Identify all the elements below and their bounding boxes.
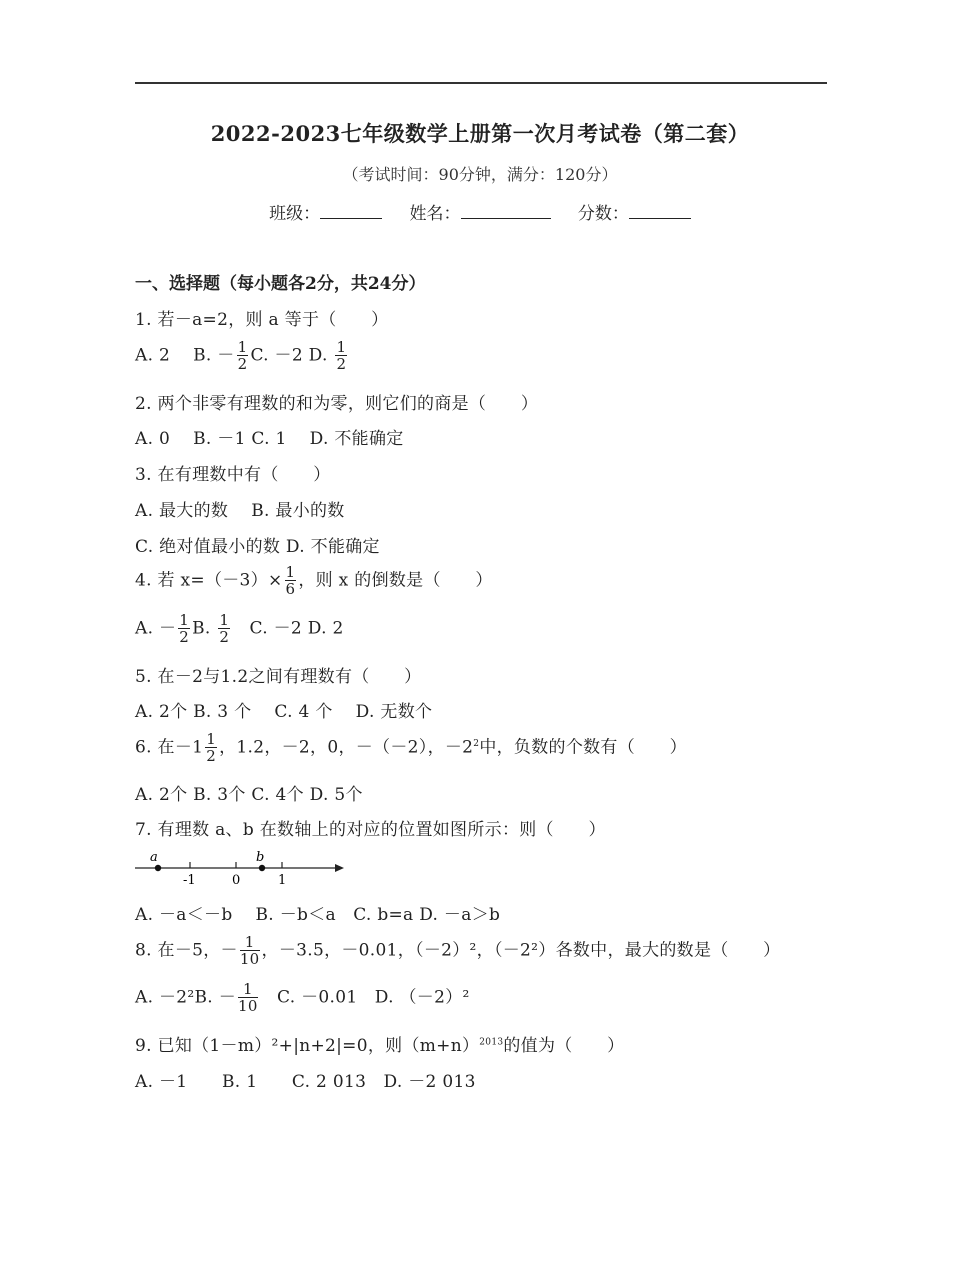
numerator: 1 [285,563,296,581]
fraction [335,340,347,372]
question-6-stem [135,732,687,764]
q8-stem-post: ，－3.5，－0.01，（－2）²，（－2²）各数中，最大的数是（ ） [261,940,781,961]
fraction [238,982,258,1014]
q4-option-b: B. [192,618,211,639]
exponent: 2013 [479,1037,504,1048]
label-b: b [256,850,265,865]
question-8-stem [135,935,780,967]
question-8-options [135,982,470,1014]
exam-title: 2022-2023七年级数学上册第一次月考试卷（第二套） [210,121,750,146]
question-3-options-1: A. 最大的数 B. 最小的数 [135,501,345,521]
class-blank[interactable] [320,202,382,219]
q4-option-c-d: C. －2 D. 2 [249,618,344,639]
denominator: 2 [206,747,217,765]
question-9-options: A. －1 B. 1 C. 2 013 D. －2 013 [135,1072,476,1092]
denominator: 2 [336,355,347,373]
fraction [178,613,190,645]
question-1-options [135,340,349,372]
q1-option-a-b: A. 2 B. － [135,345,235,366]
top-rule [135,82,827,84]
numerator: 1 [179,611,190,629]
denominator: 10 [238,997,258,1015]
question-2-options: A. 0 B. －1 C. 1 D. 不能确定 [135,429,404,449]
q1-option-c-d: C. －2 D. [250,345,328,366]
class-label: 班级： [269,204,321,224]
q4-stem-post: ，则 x 的倒数是（ ） [298,570,493,591]
fraction [205,732,217,764]
question-3-stem: 3. 在有理数中有（ ） [135,465,331,485]
q8-option-a-b: A. －2²B. － [135,987,237,1008]
q6-stem-post: 中，负数的个数有（ ） [479,737,687,758]
question-2-stem: 2. 两个非零有理数的和为零，则它们的商是（ ） [135,394,539,414]
question-7-stem: 7. 有理数 a、b 在数轴上的对应的位置如图所示：则（ ） [135,820,606,840]
number-line-figure [130,848,360,890]
denominator: 2 [219,628,230,646]
section-title: 一、选择题（每小题各2分，共24分） [135,274,426,294]
question-6-options: A. 2个 B. 3个 C. 4个 D. 5个 [135,785,363,805]
numerator: 1 [336,338,347,356]
q6-stem-mid: ，1.2，－2，0，－（－2），－2 [219,737,474,758]
denominator: 6 [285,580,296,598]
numerator: 1 [240,935,260,951]
question-5-stem: 5. 在－2与1.2之间有理数有（ ） [135,667,422,687]
q6-stem-pre: 6. 在－1 [135,737,204,758]
point-b [259,865,265,871]
fraction [285,565,297,597]
q8-option-c-d: C. －0.01 D. （－2）² [277,987,470,1008]
tick-label-one: 1 [278,873,287,888]
q4-option-a: A. － [135,618,177,639]
exponent: 2 [473,738,480,749]
name-label: 姓名： [409,204,461,224]
fraction [237,340,249,372]
question-5-options: A. 2个 B. 3 个 C. 4 个 D. 无数个 [135,702,433,722]
numerator: 1 [237,338,248,356]
tick-label-zero: 0 [232,873,241,888]
name-blank[interactable] [461,202,551,219]
denominator: 2 [237,355,248,373]
question-4-options [135,613,344,645]
q4-stem-pre: 4. 若 x=（－3）× [135,570,283,591]
fraction [218,613,230,645]
student-info-row [0,199,960,224]
q9-stem-pre: 9. 已知（1－m）²+|n+2|=0，则（m+n） [135,1036,480,1056]
exam-subtitle: （考试时间：90分钟，满分：120分） [342,165,618,184]
question-3-options-2: C. 绝对值最小的数 D. 不能确定 [135,537,380,557]
question-7-options: A. －a＜－b B. －b＜a C. b=a D. －a＞b [135,905,501,925]
point-a [155,865,161,871]
fraction [240,935,260,967]
q9-stem-post: 的值为（ ） [503,1036,625,1056]
numerator: 1 [238,982,258,998]
question-4-stem [135,565,493,597]
numerator: 1 [219,611,230,629]
denominator: 10 [239,950,260,968]
tick-label-minus-one: -1 [183,873,196,888]
denominator: 2 [179,628,190,646]
score-label: 分数： [577,204,629,224]
score-blank[interactable] [629,202,691,219]
label-a: a [150,850,158,865]
question-9-stem [135,1031,624,1056]
numerator: 1 [206,730,217,748]
q8-stem-pre: 8. 在－5，－ [135,940,238,961]
arrow-head-icon [335,864,344,872]
question-1-stem: 1. 若－a=2，则 a 等于（ ） [135,310,389,330]
